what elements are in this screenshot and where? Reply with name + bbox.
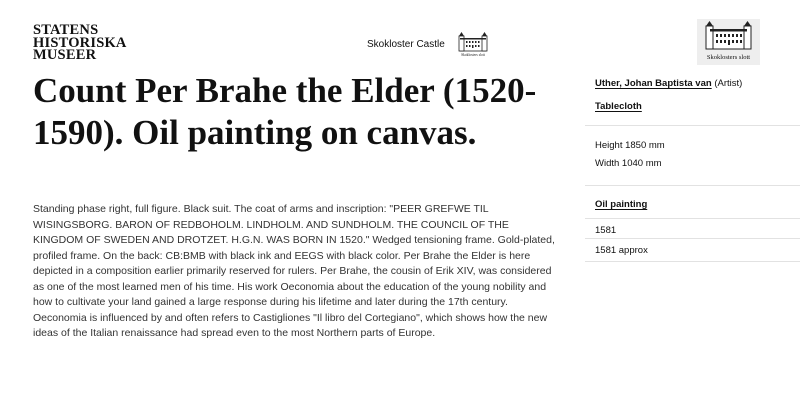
artist-role: (Artist) — [714, 78, 743, 89]
castle-badge[interactable] — [697, 19, 760, 65]
technique-row — [595, 199, 647, 210]
date-approx-value: 1581 approx — [595, 245, 648, 256]
divider — [585, 185, 800, 186]
divider — [585, 218, 800, 219]
category-link[interactable]: Tablecloth — [595, 101, 642, 112]
category-row — [595, 101, 642, 112]
date-value: 1581 — [595, 225, 617, 236]
object-description: Standing phase right, full figure. Black suit. The coat of arms and inscription: "PEER GREFWE TIL WISINGSBORG. BARON OF REDBOHOLM. LINDHOLM. AND SUNDHOLM. THE COUNCIL OF THE KINGDOM OF SWEDEN AND DROTZET. H.G.N. WAS BORN IN 1520." Wedged tensioning frame. Gold-plated, profiled frame. On the back: CB:BMB with black ink and EEGS with black color. Per Brahe the Elder is here depicted in a composition earlier primarily reserved for rulers. Per Brahe, the cousin of Erik XIV, was considered as one of the most learned men of his time. His work Oeconomia about the education of the young nobility and how to cultivate your land gained a large response during his lifetime and later during the 17th century. Oeconomia is influenced by and often refers to Castigliones "Il libro del Cortegiano", which shows how the new ideas of the Italian renaissance had spread even to the most Northern parts of Europe. — [33, 203, 555, 339]
castle-logo-caption: Skoklosters slott — [461, 53, 485, 57]
width-value: Width 1040 mm — [595, 158, 662, 169]
collection-link[interactable]: Skokloster Castle — [367, 39, 445, 50]
castle-badge-caption: Skoklosters slott — [706, 54, 751, 61]
divider — [585, 261, 800, 262]
castle-icon — [458, 31, 488, 53]
castle-icon — [697, 19, 760, 53]
divider — [585, 238, 800, 239]
object-title: Count Per Brahe the Elder (1520-1590). Oil painting on canvas. — [33, 71, 537, 152]
divider — [585, 125, 800, 126]
artist-link[interactable]: Uther, Johan Baptista van — [595, 78, 712, 89]
museum-logo[interactable]: STATENS HISTORISKA MUSEER — [33, 22, 127, 63]
height-value: Height 1850 mm — [595, 140, 665, 151]
castle-logo-small — [458, 31, 488, 61]
technique-link[interactable]: Oil painting — [595, 199, 648, 210]
artist-row — [595, 78, 742, 89]
